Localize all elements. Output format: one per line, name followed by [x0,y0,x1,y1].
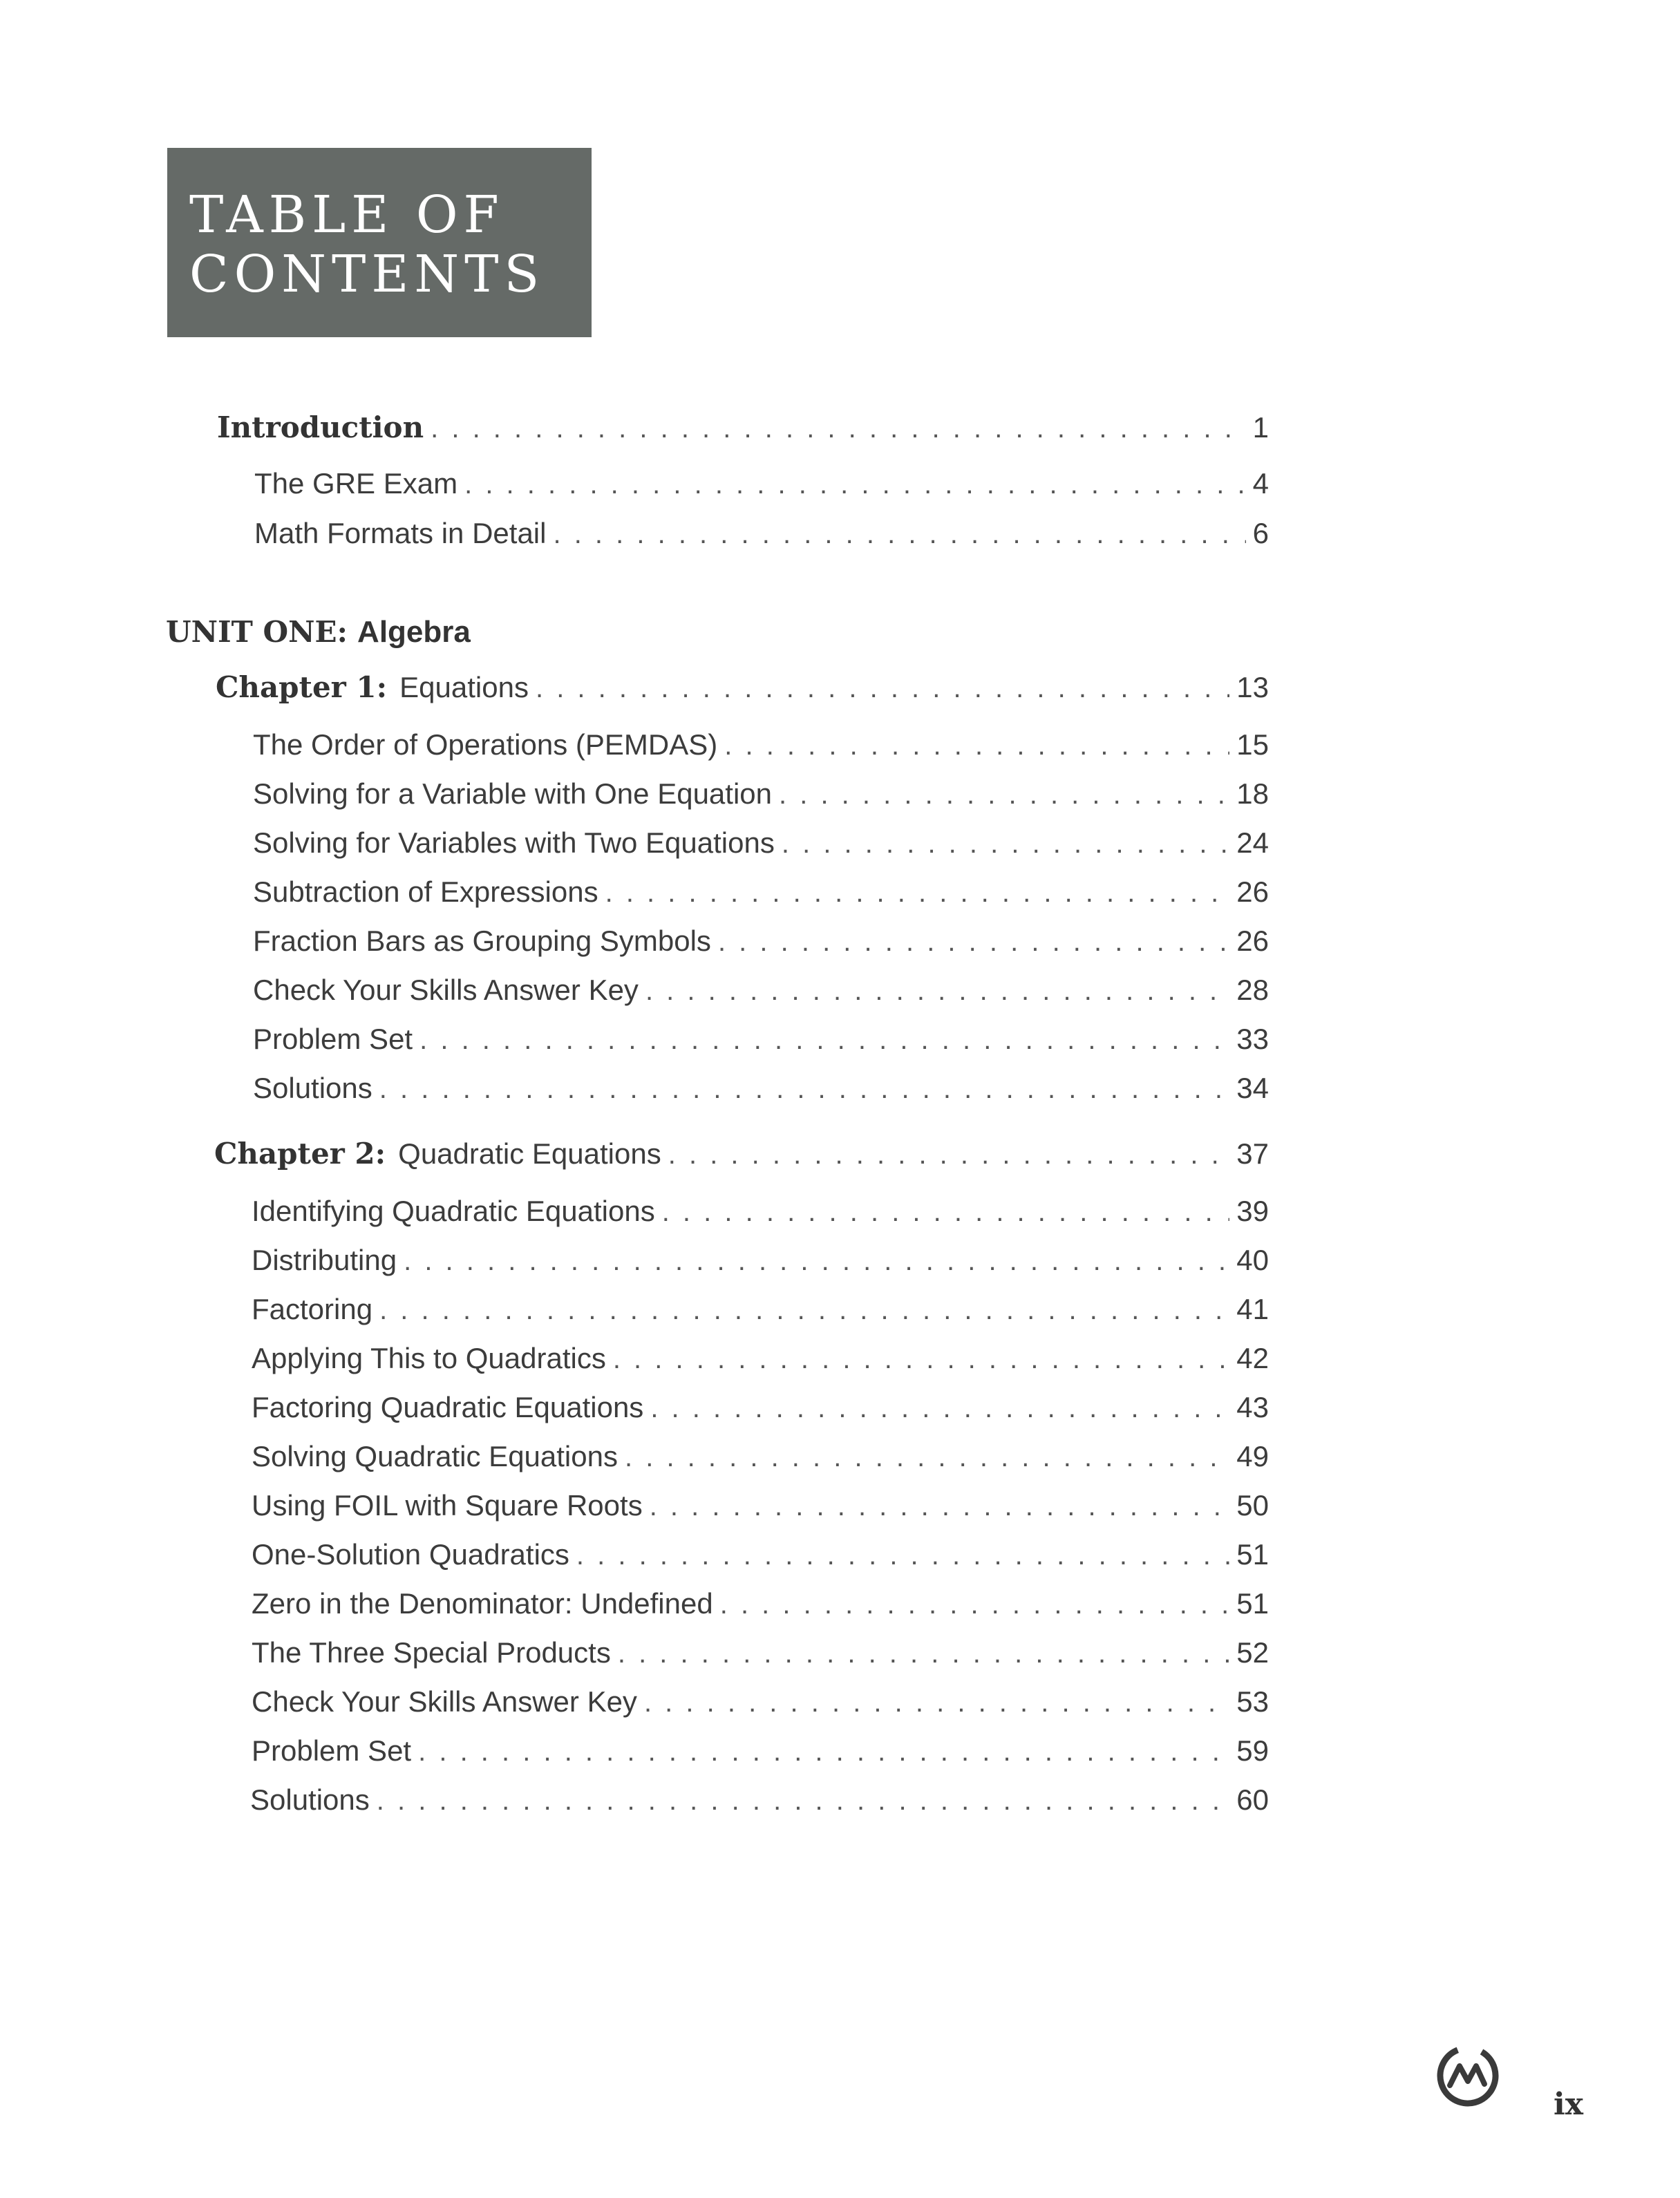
page-number: 40 [1236,1244,1269,1276]
dot-leader [404,1246,1229,1277]
page-number: 39 [1236,1195,1269,1227]
page-number: 59 [1236,1734,1269,1767]
toc-entry[interactable] [253,777,1269,819]
page-number: 18 [1236,777,1269,810]
dot-leader [782,828,1229,860]
chapter-prefix: Chapter 2: [214,1137,386,1171]
dot-leader [576,1540,1229,1571]
chapter-title: Quadratic Equations [398,1137,661,1170]
dot-leader [779,779,1229,811]
toc-entry[interactable] [252,1342,1269,1383]
page-number: 51 [1236,1587,1269,1620]
toc-entry[interactable] [252,1538,1269,1580]
toc-entry[interactable] [250,1783,1269,1825]
page-number: 49 [1236,1440,1269,1472]
dot-leader [644,1687,1229,1718]
toc-entry[interactable] [252,1489,1269,1531]
toc-entry[interactable] [252,1244,1269,1285]
dot-leader [650,1393,1229,1424]
entry-label: Solutions [250,1783,370,1816]
page-number: 50 [1236,1489,1269,1522]
entry-label: Solving for a Variable with One Equation [253,777,772,810]
page-number: 41 [1236,1293,1269,1325]
dot-leader [613,1344,1229,1375]
chapter-title: Equations [399,671,529,703]
dot-leader [379,1295,1229,1326]
toc-entry[interactable] [254,467,1269,509]
page-number: 6 [1252,517,1269,549]
dot-leader [650,1491,1230,1522]
entry-label: Problem Set [253,1023,413,1055]
entry-label: Zero in the Denominator: Undefined [252,1587,713,1620]
dot-leader [377,1785,1230,1817]
entry-label: One-Solution Quadratics [252,1538,569,1571]
dot-leader [645,976,1229,1007]
page-number: 60 [1236,1783,1269,1816]
dot-leader [662,1197,1230,1228]
toc-entry[interactable] [253,1072,1269,1113]
entry-label: Solving for Variables with Two Equations [253,826,775,859]
entry-label: The Order of Operations (PEMDAS) [253,728,718,761]
unit-name: Algebra [357,615,471,649]
toc-entry-chapter-2[interactable] [214,1137,1269,1178]
entry-label: Distributing [252,1244,397,1276]
chapter-prefix: Chapter 1: [216,670,388,704]
toc-entry[interactable] [253,925,1269,966]
toc-entry[interactable] [252,1734,1269,1776]
page-number: 33 [1236,1023,1269,1055]
dot-leader [431,413,1246,444]
entry-label: Problem Set [252,1734,412,1767]
toc-entry[interactable] [252,1636,1269,1678]
page-number: 34 [1236,1072,1269,1104]
dot-leader [553,519,1245,550]
toc-entry[interactable] [252,1440,1269,1481]
entry-label: Applying This to Quadratics [252,1342,606,1374]
page-number: 52 [1236,1636,1269,1669]
toc-entry-introduction[interactable] [217,410,1269,452]
page-number: 15 [1236,728,1269,761]
entry-label: Check Your Skills Answer Key [252,1685,637,1718]
entry-label: Identifying Quadratic Equations [252,1195,655,1227]
toc-entry-chapter-1[interactable] [216,670,1269,712]
dot-leader [419,1025,1229,1056]
entry-label: Solutions [253,1072,372,1104]
entry-label: Using FOIL with Square Roots [252,1489,643,1522]
toc-entry[interactable] [252,1587,1269,1629]
page-number: 51 [1236,1538,1269,1571]
entry-label: Fraction Bars as Grouping Symbols [253,925,711,957]
entry-label: The Three Special Products [252,1636,611,1669]
page-number: 43 [1236,1391,1269,1423]
toc-title-line-1: TABLE OF [189,185,504,245]
entry-label: Factoring Quadratic Equations [252,1391,644,1423]
page-number: 28 [1236,974,1269,1006]
dot-leader [718,927,1229,958]
dot-leader [618,1638,1229,1669]
dot-leader [605,878,1230,909]
dot-leader [720,1589,1230,1620]
page-number: 4 [1252,467,1269,500]
unit-label: UNIT ONE: [166,615,348,649]
entry-label: The GRE Exam [254,467,458,500]
page-number: 1 [1252,411,1269,444]
entry-label: Factoring [252,1293,373,1325]
page-number: 24 [1236,826,1269,859]
dot-leader [379,1074,1230,1105]
dot-leader [625,1442,1229,1473]
page-number: 53 [1236,1685,1269,1718]
unit-heading [166,615,471,650]
introduction-heading: Introduction [217,410,424,444]
page-number: 13 [1236,671,1269,703]
page-number: 37 [1236,1137,1269,1170]
page-number: 26 [1236,875,1269,908]
publisher-logo-icon [1435,2043,1501,2109]
dot-leader [464,469,1246,500]
entry-label: Solving Quadratic Equations [252,1440,618,1472]
dot-leader [668,1139,1230,1171]
toc-entry[interactable] [253,875,1269,917]
entry-label: Subtraction of Expressions [253,875,598,908]
toc-entry[interactable] [252,1391,1269,1432]
page-number-footer: ix [1554,2087,1583,2122]
toc-entry[interactable] [253,1023,1269,1064]
toc-entry[interactable] [252,1293,1269,1334]
page-number: 26 [1236,925,1269,957]
toc-entry[interactable] [253,826,1269,868]
toc-entry[interactable] [254,517,1269,558]
toc-title-line-2: CONTENTS [189,245,545,304]
toc-entry[interactable] [252,1195,1269,1236]
entry-label: Math Formats in Detail [254,517,547,549]
dot-leader [724,730,1229,761]
dot-leader [536,673,1229,704]
toc-entry[interactable] [252,1685,1269,1727]
toc-entry[interactable] [253,728,1269,770]
page-number: 42 [1236,1342,1269,1374]
entry-label: Check Your Skills Answer Key [253,974,639,1006]
dot-leader [418,1736,1229,1768]
toc-entry[interactable] [253,974,1269,1015]
